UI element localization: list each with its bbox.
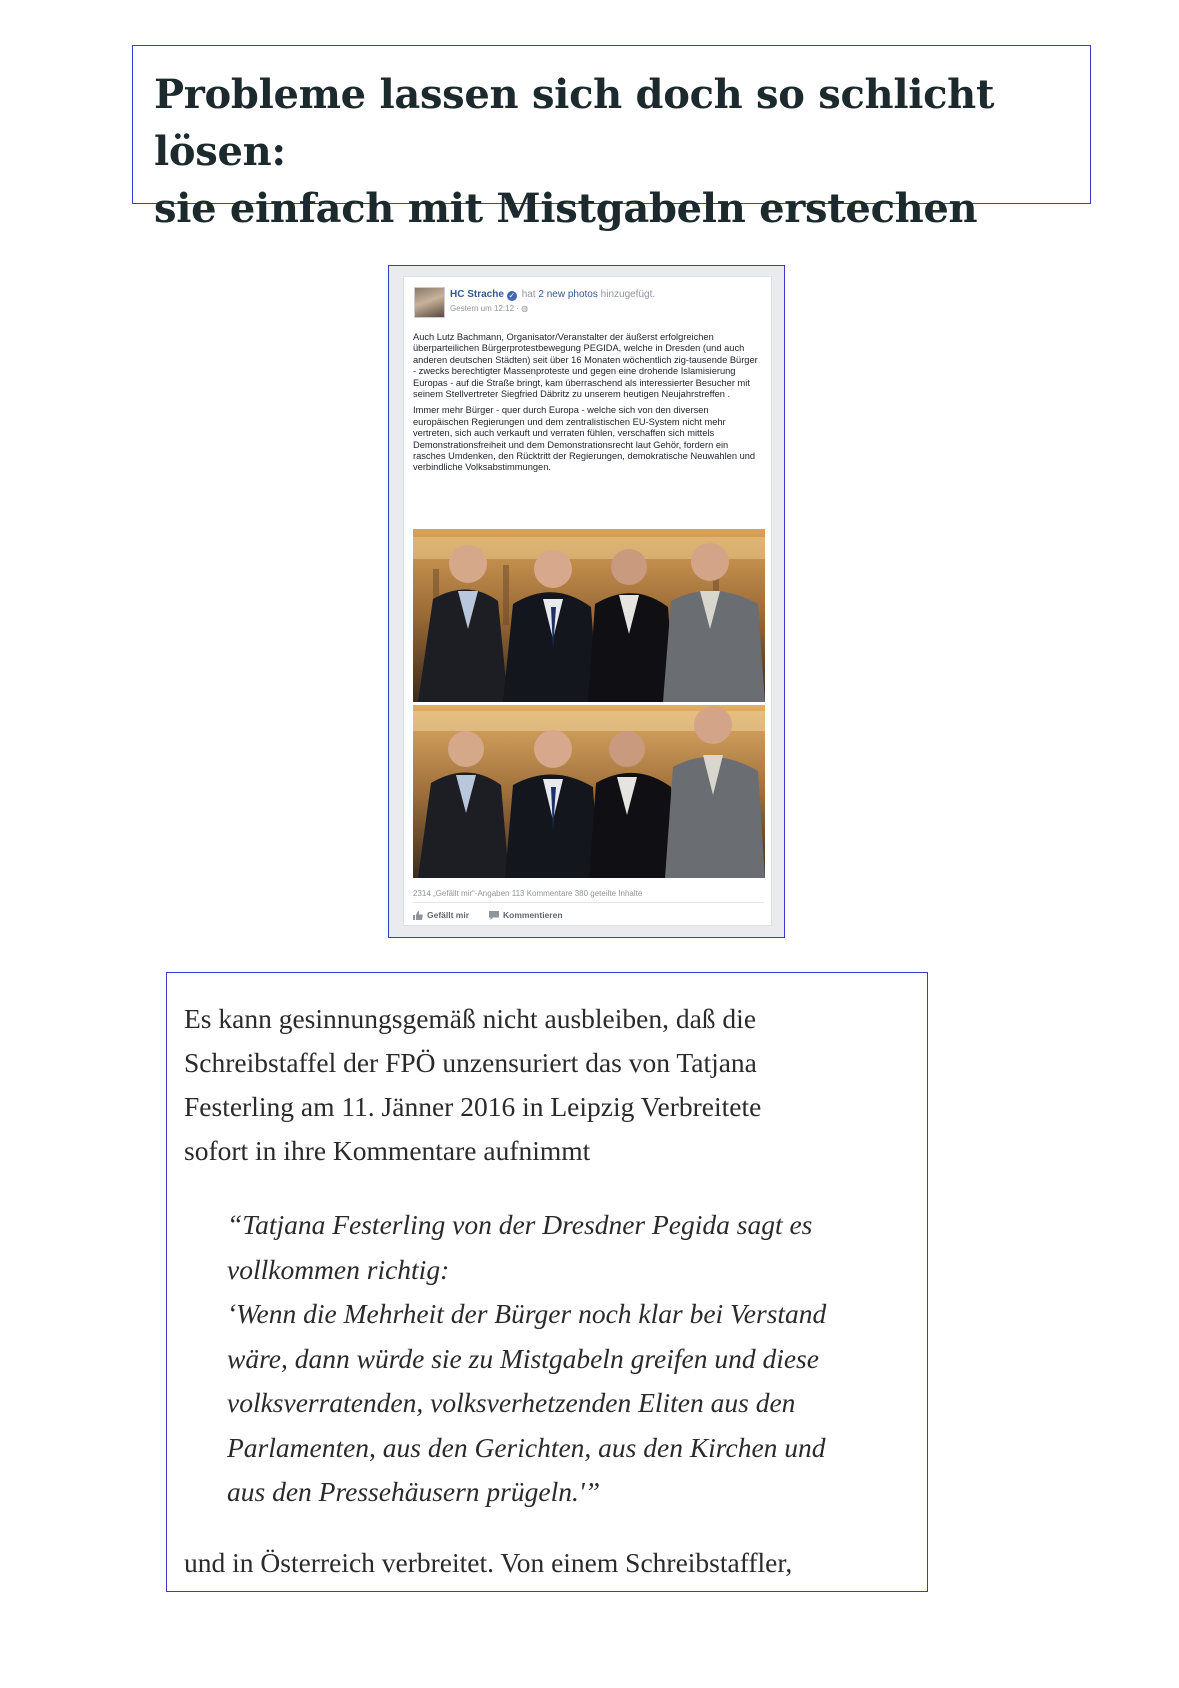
post-action-pre: hat	[521, 289, 536, 300]
post-photo-1[interactable]	[413, 529, 765, 702]
post-paragraph-1: Auch Lutz Bachmann, Organisator/Veranstalter der äußerst erfolgreichen überparteilichen Bürgerprotestbewegung PEGIDA, welche in Dresden (und auch anderen deutschen Städten) seit über 16 Monaten wöchentlich zig-tausende Bürger - zwecks berechtigter Massenproteste und gegen eine drohende Islamisierung Europas - auf die Straße bringt, kam überraschend als interessierter Besucher mit seinem Stellvertreter Siegfried Däbritz zu unserem heutigen Neujahrstreffen .	[413, 332, 758, 400]
post-photo-2[interactable]	[413, 705, 765, 878]
post-body	[413, 332, 763, 479]
article-paragraph-2: und in Österreich verbreitet. Von einem Schreibstaffler,	[184, 1547, 793, 1578]
like-label: Gefällt mir	[427, 910, 470, 920]
article-line: Schreibstaffel der FPÖ unzensuriert das von Tatjana	[184, 1047, 757, 1078]
quote-line: volksverratenden, volksverhetzenden Eliten aus den	[227, 1387, 796, 1418]
headline-box	[132, 45, 1091, 232]
quote-line: aus den Pressehäusern prügeln.'”	[227, 1476, 601, 1507]
comment-icon	[489, 911, 499, 920]
article-paragraph-1	[184, 997, 884, 1173]
facebook-post-screenshot	[388, 265, 785, 938]
article-text-box	[166, 972, 928, 1592]
thumbs-up-icon	[413, 911, 423, 920]
headline-line-2: sie einfach mit Mistgabeln erstechen	[154, 185, 978, 232]
post-timestamp[interactable]	[450, 304, 528, 313]
facebook-post-card	[403, 276, 772, 926]
comment-label: Kommentieren	[503, 910, 563, 920]
article-line: Es kann gesinnungsgemäß nicht ausbleiben, daß die	[184, 1003, 757, 1034]
verified-badge-icon: ✓	[508, 291, 516, 300]
article-line: Festerling am 11. Jänner 2016 in Leipzig Verbreitete	[184, 1091, 762, 1122]
quote-line: “Tatjana Festerling von der Dresdner Pegida sagt es	[227, 1209, 813, 1240]
article-line: sofort in ihre Kommentare aufnimmt	[184, 1135, 591, 1166]
post-photos-link[interactable]: 2 new photos	[538, 289, 598, 300]
like-button[interactable]	[413, 910, 469, 920]
post-header	[450, 289, 655, 301]
post-action-post: hinzugefügt.	[600, 289, 656, 300]
comment-button[interactable]	[489, 910, 563, 920]
post-time-text: Gestern um 12:12 ·	[450, 304, 522, 313]
quote-line: ‘Wenn die Mehrheit der Bürger noch klar bei Verstand	[227, 1298, 827, 1329]
globe-icon: ◍	[521, 304, 529, 313]
blockquote	[227, 1203, 887, 1515]
quote-line: wäre, dann würde sie zu Mistgabeln greifen und diese	[227, 1342, 819, 1374]
post-stats[interactable]: 2314 „Gefällt mir“-Angaben 113 Kommentare 380 geteilte Inhalte	[413, 889, 643, 898]
avatar[interactable]	[414, 287, 445, 318]
post-author[interactable]: HC Strache	[450, 289, 504, 300]
headline-line-1: Probleme lassen sich doch so schlicht lösen:	[154, 71, 995, 175]
post-paragraph-2: Immer mehr Bürger - quer durch Europa - welche sich von den diversen europäischen Regierungen und dem zentralistischen EU-System nicht mehr vertreten, sich auch verkauft und verraten fühlen, verschaffen sich mittels Demonstrationsfreiheit und dem Demonstrationsrecht laut Gehör, fordern ein rasches Umdenken, den Rücktritt der Regierungen, demokratische Neuwahlen und verbindliche Volksabstimmungen.	[413, 405, 756, 473]
divider	[413, 902, 764, 903]
headline	[154, 66, 1084, 237]
quote-line: vollkommen richtig:	[227, 1253, 450, 1285]
quote-line: Parlamenten, aus den Gerichten, aus den Kirchen und	[227, 1431, 826, 1463]
